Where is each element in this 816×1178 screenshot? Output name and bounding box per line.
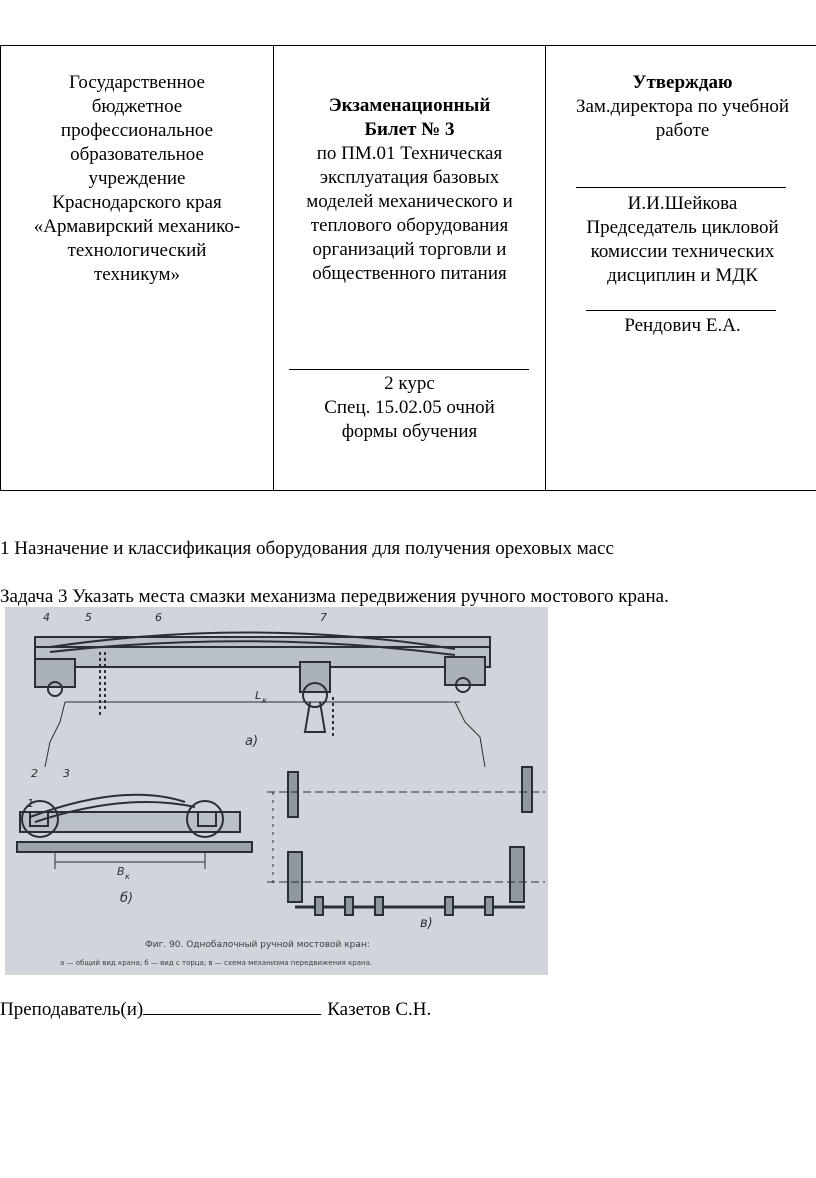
label-b: B	[117, 865, 125, 878]
label-l-sub: к	[262, 696, 267, 705]
question-1: 1 Назначение и классификация оборудования для получения ореховых масс	[0, 538, 614, 559]
teacher-name: Казетов С.Н.	[327, 999, 432, 1020]
ticket-number: Билет № 3	[364, 119, 455, 140]
approval-block: Утверждаю Зам.директора по учебной работе	[552, 71, 813, 143]
figure-caption-sub: а — общий вид крана; б — вид с торца; в — схема механизма передвижения крана.	[60, 959, 373, 967]
label-5: 5	[85, 611, 92, 624]
approval-cell	[546, 46, 816, 491]
teacher-signature-blank	[143, 996, 321, 1015]
signer-2-block	[552, 314, 813, 338]
label-7: 7	[320, 611, 327, 624]
label-c: в)	[420, 916, 433, 931]
label-b-sub: к	[125, 872, 130, 881]
organization-name: Государственное бюджетное профессиональное образовательное учреждение Краснодарского края «Армавирский механико- технологический техникум»	[33, 72, 241, 285]
ticket-separator	[289, 369, 529, 370]
label-l: L	[255, 689, 262, 702]
label-b-view: б)	[120, 891, 134, 906]
teacher-line	[0, 996, 431, 1022]
signature-line-1	[576, 187, 786, 188]
task-3: Задача 3 Указать места смазки механизма передвижения ручного мостового крана.	[0, 586, 669, 607]
chair-block: И.И.Шейкова Председатель цикловой комиссии технических дисциплин и МДК	[552, 192, 813, 288]
ticket-cell	[274, 46, 546, 491]
label-3: 3	[63, 767, 70, 780]
course-info: 2 курс Спец. 15.02.05 очной формы обучения	[324, 373, 495, 442]
label-a: а)	[245, 734, 259, 749]
label-4: 4	[43, 611, 50, 624]
label-1: 1	[27, 797, 34, 810]
label-6: 6	[155, 611, 162, 624]
ticket-title: Экзаменационный	[328, 95, 491, 116]
teacher-label: Преподаватель(и)	[0, 999, 144, 1020]
signature-line-2	[586, 310, 776, 311]
signer-1: И.И.Шейкова	[627, 193, 738, 214]
crane-drawing	[5, 607, 548, 975]
signer-2: Рендович Е.А.	[624, 315, 741, 336]
label-2: 2	[31, 767, 38, 780]
ticket-info: Экзаменационный Билет № 3 по ПМ.01 Техническая эксплуатация базовых моделей механического и теплового оборудования организаций торговли и общественного питания	[282, 94, 537, 286]
organization-cell	[1, 46, 274, 491]
figure-caption: Фиг. 90. Однобалочный ручной мостовой кран:	[145, 940, 370, 950]
ticket-header-table	[0, 45, 816, 491]
approval-title: Утверждаю	[632, 72, 733, 93]
crane-figure	[5, 607, 548, 975]
